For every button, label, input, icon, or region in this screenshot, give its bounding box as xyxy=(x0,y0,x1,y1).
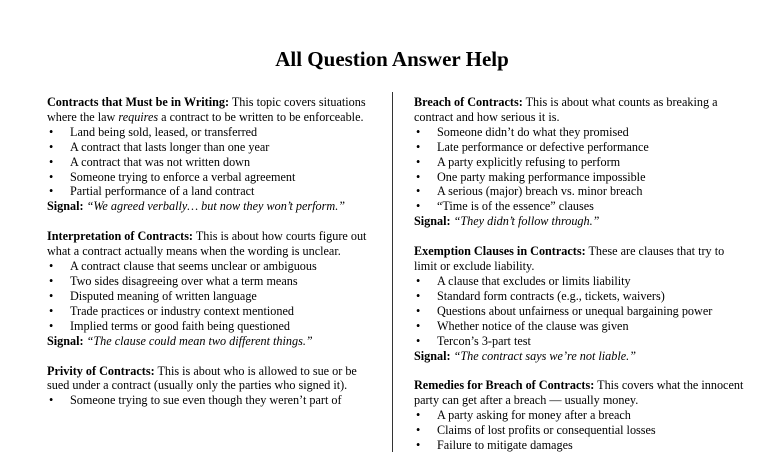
intro-text: This topic covers situations where the law xyxy=(47,95,366,124)
section-breach-of-contracts xyxy=(414,95,744,229)
section-contracts-that-must-be-in-writing xyxy=(47,95,369,214)
bullet-item: • Tercon’s 3-part test xyxy=(414,334,744,349)
intro-text: This is about who is allowed to sue or be sued under a contract (usually only the parties who signed it). xyxy=(47,363,357,393)
section-remedies-for-breach-of-contracts xyxy=(414,378,744,453)
bullet-item: • A serious (major) breach vs. minor breach xyxy=(414,184,744,199)
left-column xyxy=(47,95,369,423)
bullet-item: • Claims of lost profits or consequential losses xyxy=(414,423,744,438)
intro-text: This covers what the innocent party can get after a breach — usually money. xyxy=(414,378,744,408)
bullet-item: • Failure to mitigate damages xyxy=(414,438,744,453)
section-intro xyxy=(47,95,369,125)
bullet-item: • A party explicitly refusing to perform xyxy=(414,155,744,170)
bullet-item: • Disputed meaning of written language xyxy=(47,289,369,304)
section-intro xyxy=(414,244,744,274)
section-heading: Privity of Contracts: xyxy=(47,363,155,378)
section-intro xyxy=(414,95,744,125)
right-column xyxy=(414,95,744,468)
intro-text: a contract to be written to be enforceable. xyxy=(158,109,364,124)
bullet-item: • Someone didn’t do what they promised xyxy=(414,125,744,140)
intro-text: These are clauses that try to limit or exclude liability. xyxy=(414,244,725,274)
bullet-item: • A clause that excludes or limits liability xyxy=(414,274,744,289)
intro-emphasis: requires xyxy=(118,109,159,124)
bullet-item: • Trade practices or industry context mentioned xyxy=(47,304,369,319)
section-intro xyxy=(47,364,369,394)
intro-text: This is about how courts figure out what a contract actually means when the wording is unclear. xyxy=(47,229,367,259)
bullet-item: • Someone trying to enforce a verbal agreement xyxy=(47,170,369,185)
bullet-item: • “Time is of the essence” clauses xyxy=(414,199,744,214)
bullet-item: • Whether notice of the clause was given xyxy=(414,319,744,334)
bullet-list xyxy=(414,274,744,349)
signal-line xyxy=(414,214,744,229)
bullet-list xyxy=(414,408,744,453)
signal-line xyxy=(47,334,369,349)
bullet-item: • Partial performance of a land contract xyxy=(47,184,369,199)
signal-label: Signal: xyxy=(414,214,451,229)
bullet-item: • Implied terms or good faith being questioned xyxy=(47,319,369,334)
bullet-item: • Two sides disagreeing over what a term means xyxy=(47,274,369,289)
intro-text: This is about what counts as breaking a contract and how serious it is. xyxy=(414,95,718,124)
bullet-item: • Questions about unfairness or unequal bargaining power xyxy=(414,304,744,319)
section-heading: Contracts that Must be in Writing: xyxy=(47,95,230,109)
bullet-item: • Land being sold, leased, or transferred xyxy=(47,125,369,140)
bullet-item: • Someone trying to sue even though they weren’t part of xyxy=(47,393,369,408)
bullet-item: • A contract clause that seems unclear or ambiguous xyxy=(47,259,369,274)
signal-line xyxy=(47,199,369,214)
bullet-item: • Standard form contracts (e.g., tickets, waivers) xyxy=(414,289,744,304)
bullet-item: • A contract that was not written down xyxy=(47,155,369,170)
signal-text: “The contract says we’re not liable.” xyxy=(450,348,636,363)
signal-text: “We agreed verbally… but now they won’t perform.” xyxy=(83,199,346,214)
signal-line xyxy=(414,349,744,364)
page-title: All Question Answer Help xyxy=(275,47,509,71)
section-intro xyxy=(414,378,744,408)
signal-text: “They didn’t follow through.” xyxy=(450,214,600,229)
section-heading: Breach of Contracts: xyxy=(414,95,523,109)
signal-label: Signal: xyxy=(47,199,84,214)
signal-label: Signal: xyxy=(414,348,451,363)
bullet-list xyxy=(47,393,369,408)
column-divider xyxy=(392,92,393,452)
signal-label: Signal: xyxy=(47,333,84,348)
section-heading: Interpretation of Contracts: xyxy=(47,229,193,244)
bullet-item: • One party making performance impossible xyxy=(414,170,744,185)
bullet-list xyxy=(47,125,369,200)
bullet-list xyxy=(414,125,744,214)
bullet-item: • A contract that lasts longer than one year xyxy=(47,140,369,155)
bullet-item: • Late performance or defective performance xyxy=(414,140,744,155)
section-privity-of-contracts xyxy=(47,364,369,409)
bullet-list xyxy=(47,259,369,334)
section-intro xyxy=(47,229,369,259)
section-heading: Exemption Clauses in Contracts: xyxy=(414,244,586,259)
signal-text: “The clause could mean two different things.” xyxy=(83,333,313,348)
section-heading: Remedies for Breach of Contracts: xyxy=(414,378,595,393)
section-exemption-clauses-in-contracts xyxy=(414,244,744,363)
bullet-item: • A party asking for money after a breach xyxy=(414,408,744,423)
section-interpretation-of-contracts xyxy=(47,229,369,348)
